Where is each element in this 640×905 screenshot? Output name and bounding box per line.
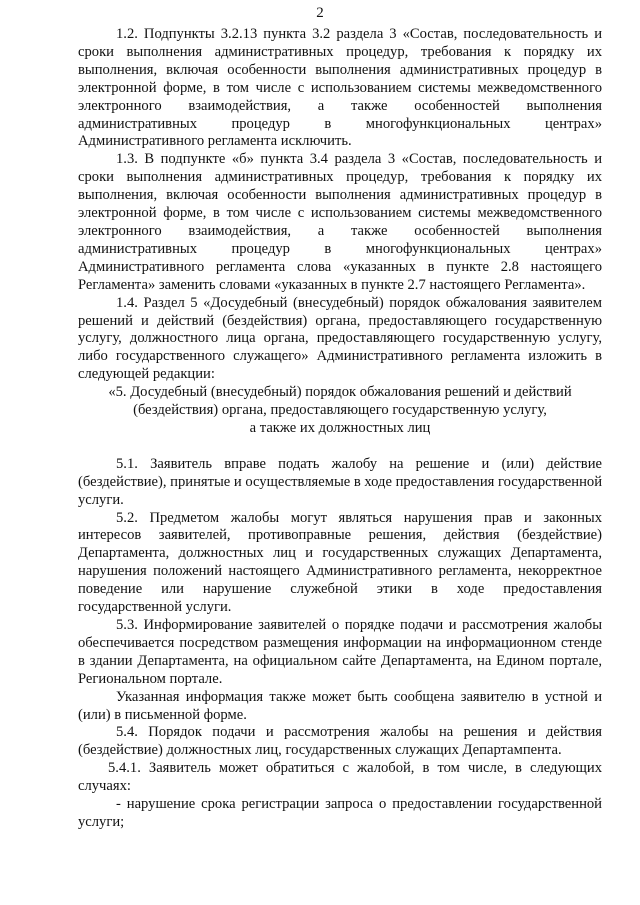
paragraph-5-3: 5.3. Информирование заявителей о порядке подачи и рассмотрения жалобы обеспечивается посредством размещения информации на информационном стенде в здании Департамента, на официальном сайте Департамента, на Едином портале, Региональном портале. [78,617,602,687]
section-5-heading-line-3: а также их должностных лиц [249,419,431,436]
paragraph-5-3-note: Указанная информация также может быть сообщена заявителю в устной и (или) в письменной форме. [78,688,602,723]
section-5-heading-line-2: (бездействия) органа, предоставляющего государственную услугу, [133,402,547,419]
document-body [78,26,602,832]
list-item-registration-deadline: - нарушение срока регистрации запроса о предоставлении государственной услуги; [78,796,602,830]
paragraph-5-4: 5.4. Порядок подачи и рассмотрения жалобы на решения и действия (бездействие) должностных лиц, государственных служащих Департампента. [78,724,602,759]
paragraph-1-3: 1.3. В подпункте «б» пункта 3.4 раздела 3 «Состав, последовательность и сроки выполнения административных процедур, требования к порядку их выполнения, включая особенности выполнения административных процедур в электронной форме, в том числе с использованием системы межведомственного электронного взаимодействия, а также особенностей выполнения административных процедур в многофункциональных центрах» Административного регламента слова «указанных в пункте 2.8 настоящего Регламента» заменить словами «указанных в пункте 2.7 настоящего Регламента». [78,151,602,293]
section-5-heading [78,384,602,438]
paragraph-1-2: 1.2. Подпункты 3.2.13 пункта 3.2 раздела 3 «Состав, последовательность и сроки выполнения административных процедур, требования к порядку их выполнения, включая особенности выполнения административных процедур в электронной форме, в том числе с использованием системы межведомственного электронного взаимодействия, а также особенностей выполнения административных процедур в многофункциональных центрах» Административного регламента исключить. [78,26,602,150]
page-number: 2 [316,5,324,21]
paragraph-1-4: 1.4. Раздел 5 «Досудебный (внесудебный) порядок обжалования заявителем решений и действий (бездействия) органа, предоставляющего государственную услугу, должностного лица органа, предоставляющего государственную услугу, либо государственного служащего» Административного регламента изложить в следующей редакции: [78,294,602,383]
section-5-heading-line-1: «5. Досудебный (внесудебный) порядок обжалования решений и действий [108,384,572,401]
blank-line [78,438,602,456]
paragraph-5-2: 5.2. Предметом жалобы могут являться нарушения прав и законных интересов заявителей, противоправные решения, действия (бездействие) Департамента, должностных лиц и государственных служащих Департамента, нарушения положений настоящего Административного регламента, некорректное поведение или нарушение служебной этики в ходе предоставления государственной услуги. [78,509,602,616]
paragraph-5-1: 5.1. Заявитель вправе подать жалобу на решение и (или) действие (бездействие), принятые и осуществляемые в ходе предоставления государственной услуги. [78,455,603,508]
paragraph-5-4-1: 5.4.1. Заявитель может обратиться с жалобой, в том числе, в следующих случаях: [78,760,602,795]
